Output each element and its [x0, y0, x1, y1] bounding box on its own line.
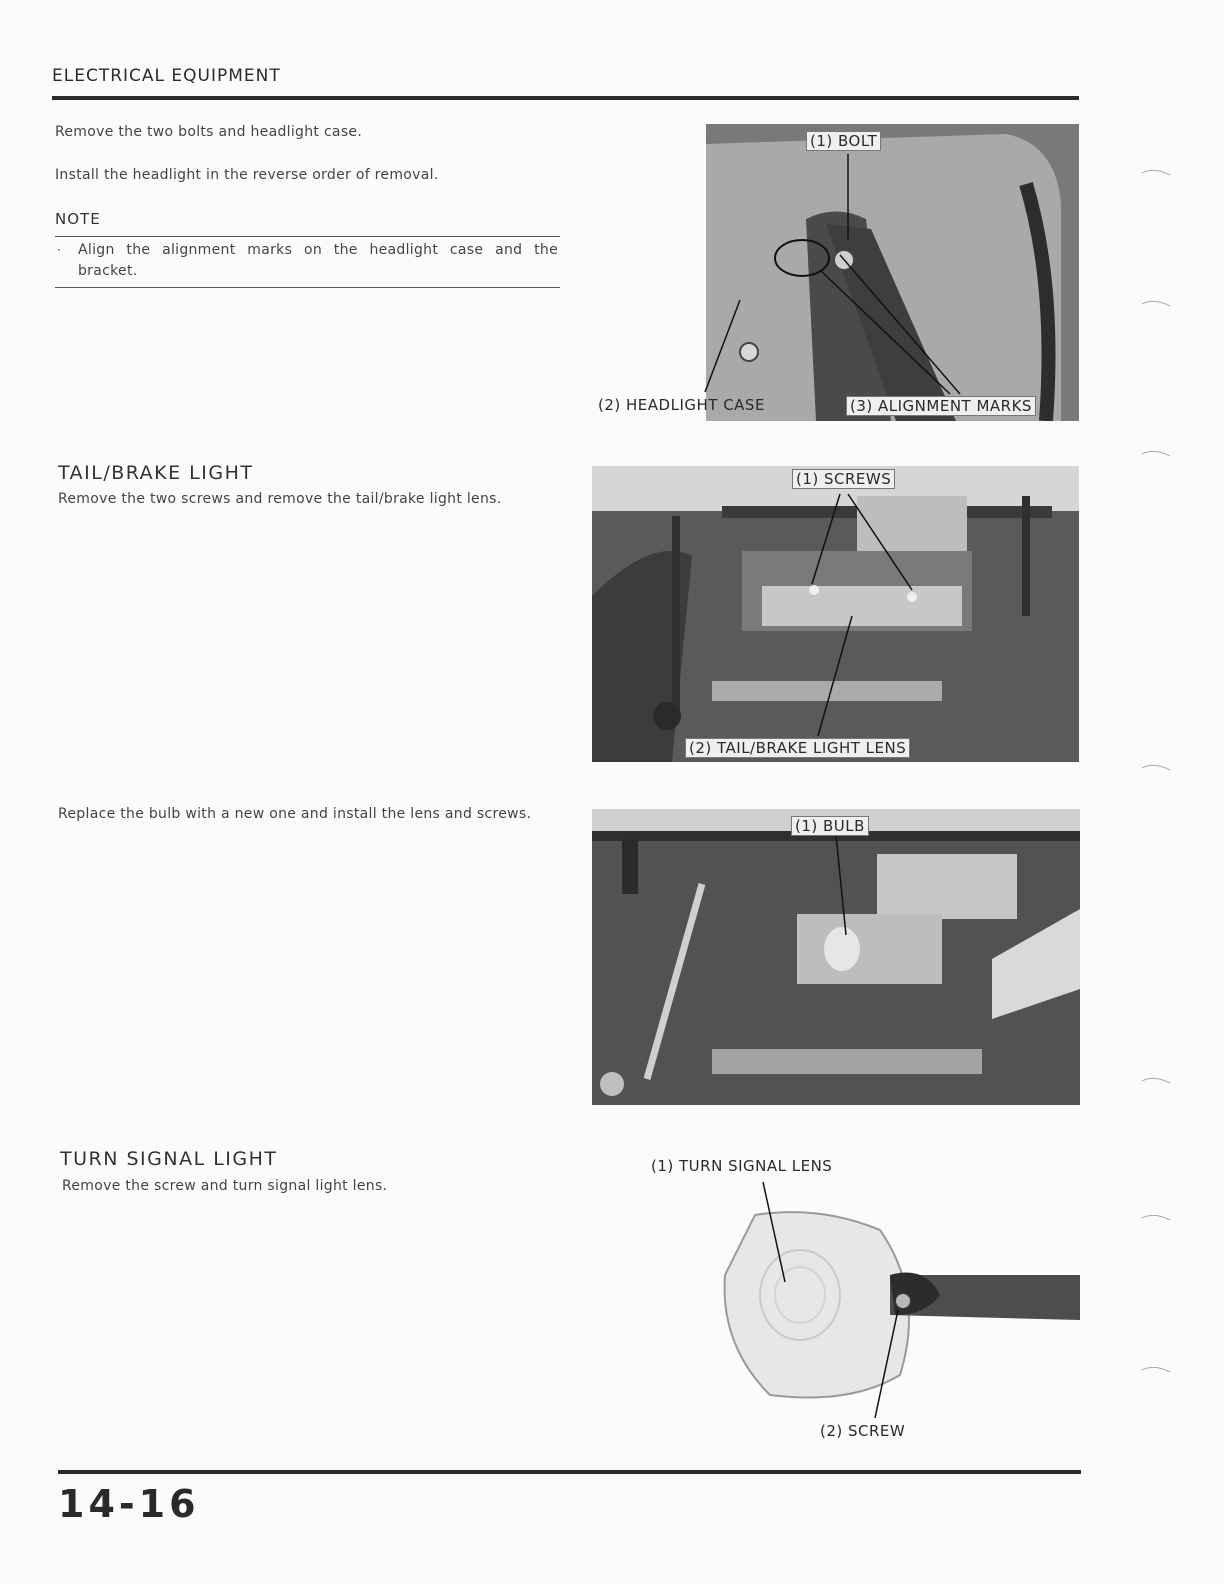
binder-mark: [1140, 1210, 1172, 1222]
headlight-step-remove: Remove the two bolts and headlight case.: [55, 124, 363, 140]
note-text: Align the alignment marks on the headlight case and the bracket.: [78, 242, 558, 279]
headlight-leader-lines: [590, 120, 1080, 425]
binder-mark: [1140, 165, 1172, 177]
binder-mark: [1140, 1362, 1172, 1374]
note-bullet: ·: [57, 243, 61, 257]
callout-bulb: (1) BULB: [791, 816, 869, 836]
note-bottom-rule: [55, 287, 560, 288]
headlight-step-install: Install the headlight in the reverse order of removal.: [55, 167, 439, 183]
bulb-step-replace: Replace the bulb with a new one and install the lens and screws.: [58, 806, 532, 822]
section-title: ELECTRICAL EQUIPMENT: [52, 66, 281, 86]
header-rule: [52, 96, 1079, 100]
note-top-rule: [55, 236, 560, 237]
turn-signal-heading: TURN SIGNAL LIGHT: [60, 1148, 278, 1170]
callout-screws: (1) SCREWS: [792, 469, 895, 489]
turn-signal-leader-lines: [650, 1170, 1080, 1450]
binder-mark: [1140, 1073, 1172, 1085]
callout-turn-signal-lens: (1) TURN SIGNAL LENS: [651, 1157, 833, 1175]
tail-brake-heading: TAIL/BRAKE LIGHT: [58, 462, 254, 484]
turn-signal-step-remove: Remove the screw and turn signal light lens.: [62, 1178, 388, 1194]
callout-alignment-marks: (3) ALIGNMENT MARKS: [846, 396, 1036, 416]
binder-mark: [1140, 446, 1172, 458]
callout-headlight-case: (2) HEADLIGHT CASE: [598, 396, 765, 414]
callout-tail-brake-lens: (2) TAIL/BRAKE LIGHT LENS: [685, 738, 910, 758]
tail-brake-step-remove: Remove the two screws and remove the tail/brake light lens.: [58, 491, 502, 507]
binder-mark: [1140, 296, 1172, 308]
note-label: NOTE: [55, 210, 101, 228]
page-number: 14-16: [58, 1482, 200, 1526]
tail-brake-leader-lines: [590, 466, 1080, 766]
footer-rule: [58, 1470, 1081, 1474]
callout-bolt: (1) BOLT: [806, 131, 881, 151]
bulb-leader-lines: [590, 805, 1080, 1105]
callout-screw: (2) SCREW: [820, 1422, 906, 1440]
binder-mark: [1140, 760, 1172, 772]
